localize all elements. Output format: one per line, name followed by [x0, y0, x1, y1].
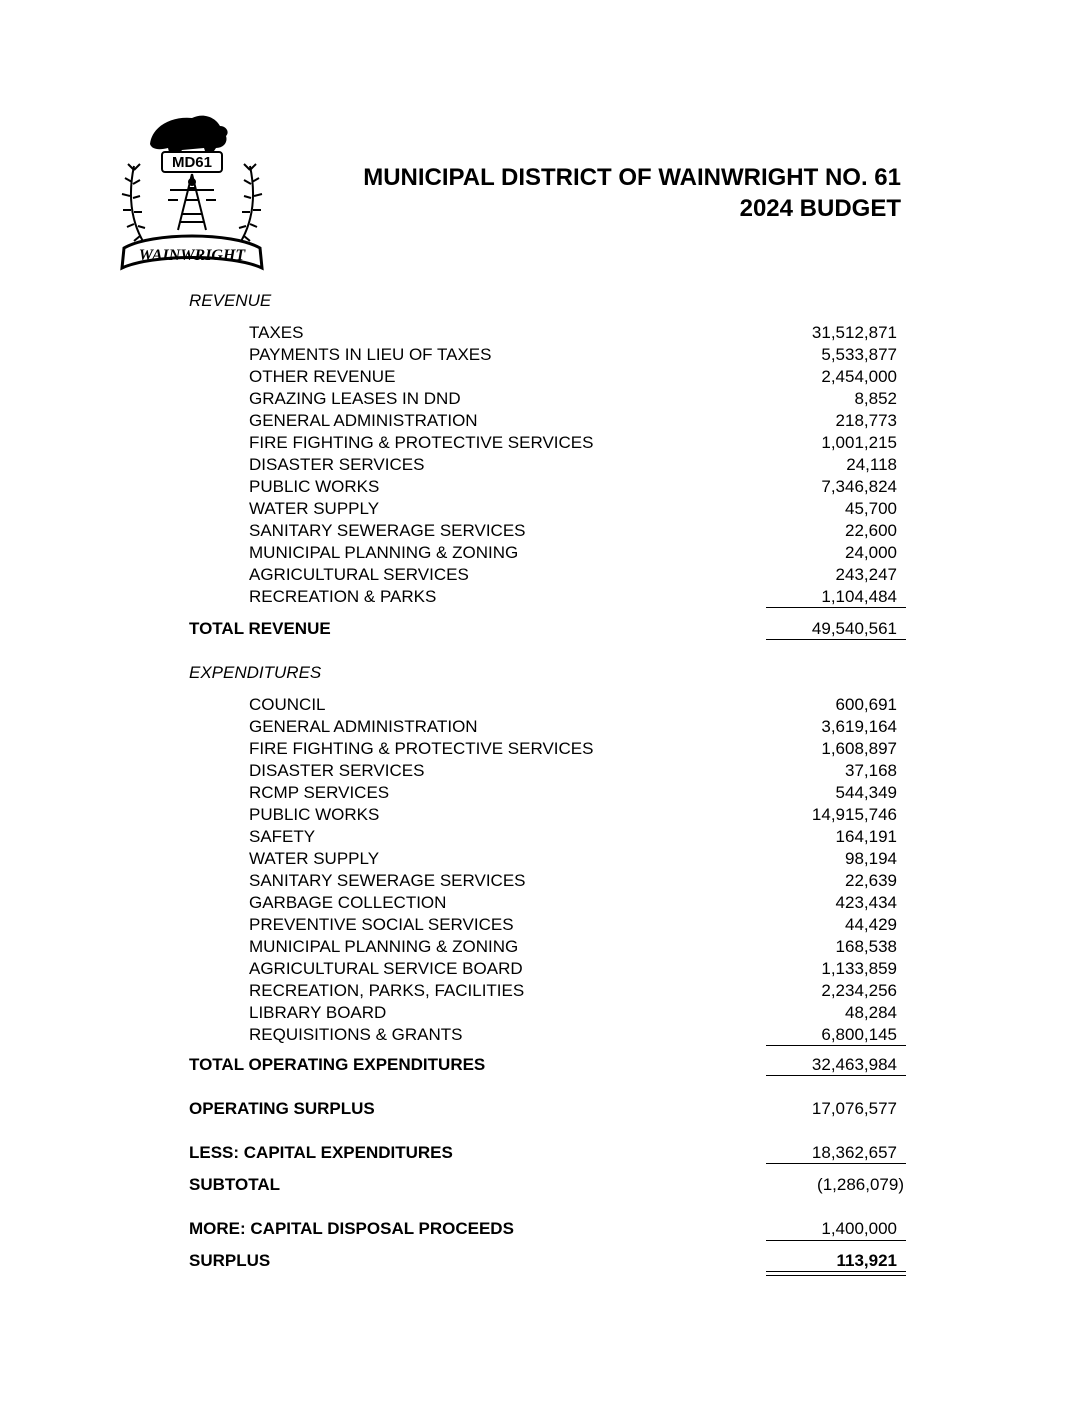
expenditure-item-label: MUNICIPAL PLANNING & ZONING: [249, 937, 519, 956]
revenue-item-label: MUNICIPAL PLANNING & ZONING: [249, 543, 519, 562]
expenditure-item-label: GENERAL ADMINISTRATION: [249, 717, 478, 736]
expenditure-item-amount: 37,168: [845, 761, 897, 780]
revenue-item-amount: 45,700: [845, 499, 897, 518]
svg-text:WAINWRIGHT: WAINWRIGHT: [138, 247, 246, 264]
document-title: MUNICIPAL DISTRICT OF WAINWRIGHT NO. 61: [363, 164, 901, 191]
operating-surplus-label: OPERATING SURPLUS: [189, 1099, 375, 1118]
revenue-item-label: FIRE FIGHTING & PROTECTIVE SERVICES: [249, 433, 594, 452]
revenue-item-label: PUBLIC WORKS: [249, 477, 380, 496]
revenue-item-label: SANITARY SEWERAGE SERVICES: [249, 521, 526, 540]
revenue-item-label: RECREATION & PARKS: [249, 587, 437, 606]
document-subtitle: 2024 BUDGET: [739, 195, 901, 222]
expenditure-item-amount: 48,284: [845, 1003, 897, 1022]
revenue-item-amount: 2,454,000: [821, 367, 897, 386]
expenditure-item-amount: 1,133,859: [821, 959, 897, 978]
subtotal-amount: (1,286,079): [817, 1175, 904, 1194]
total-expenditures-label: TOTAL OPERATING EXPENDITURES: [189, 1055, 486, 1074]
revenue-item-amount: 24,118: [846, 455, 897, 474]
surplus-double-rule-bottom: [766, 1275, 906, 1276]
revenue-item-amount: 5,533,877: [821, 345, 897, 364]
surplus-label: SURPLUS: [189, 1251, 271, 1270]
revenue-item-amount: 24,000: [845, 543, 897, 562]
revenue-item-label: PAYMENTS IN LIEU OF TAXES: [249, 345, 492, 364]
expenditure-item-amount: 44,429: [845, 915, 897, 934]
revenue-item-amount: 1,001,215: [821, 433, 897, 452]
revenue-item-amount: 8,852: [854, 389, 897, 408]
capital-expenditures-rule: [766, 1163, 906, 1164]
expenditure-item-amount: 14,915,746: [811, 805, 897, 824]
oil-derrick-icon: [168, 174, 216, 230]
expenditure-item-amount: 98,194: [845, 849, 897, 868]
expenditure-item-label: AGRICULTURAL SERVICE BOARD: [249, 959, 523, 978]
expenditure-item-amount: 2,234,256: [821, 981, 897, 1000]
surplus-amount: 113,921: [836, 1251, 897, 1270]
expenditure-item-label: RECREATION, PARKS, FACILITIES: [249, 981, 525, 1000]
total-revenue-rule: [766, 639, 906, 640]
total-expenditures-rule: [766, 1075, 906, 1076]
operating-surplus-amount: 17,076,577: [811, 1099, 897, 1118]
expenditure-item-label: COUNCIL: [249, 695, 326, 714]
total-expenditures-amount: 32,463,984: [811, 1055, 897, 1074]
expenditure-item-label: PUBLIC WORKS: [249, 805, 380, 824]
revenue-item-label: AGRICULTURAL SERVICES: [249, 565, 469, 584]
revenue-item-amount: 22,600: [845, 521, 897, 540]
capital-disposal-rule: [766, 1240, 906, 1241]
capital-expenditures-label: LESS: CAPITAL EXPENDITURES: [189, 1143, 453, 1162]
expenditure-item-label: SAFETY: [249, 827, 316, 846]
revenue-item-amount: 243,247: [835, 565, 897, 584]
revenue-item-amount: 1,104,484: [821, 587, 897, 606]
expenditure-item-amount: 600,691: [835, 695, 897, 714]
total-revenue-label: TOTAL REVENUE: [189, 619, 331, 638]
revenue-heading: REVENUE: [189, 291, 272, 310]
subtotal-label: SUBTOTAL: [189, 1175, 280, 1194]
revenue-item-label: DISASTER SERVICES: [249, 455, 425, 474]
md-wainwright-logo: [112, 108, 272, 278]
capital-expenditures-amount: 18,362,657: [811, 1143, 897, 1162]
revenue-subtotal-rule: [766, 607, 906, 608]
expenditure-item-amount: 168,538: [835, 937, 897, 956]
expenditure-item-label: RCMP SERVICES: [249, 783, 390, 802]
expenditure-item-amount: 22,639: [845, 871, 897, 890]
expenditure-item-amount: 6,800,145: [821, 1025, 897, 1044]
expenditures-heading: EXPENDITURES: [189, 663, 322, 682]
expenditure-item-label: REQUISITIONS & GRANTS: [249, 1025, 463, 1044]
revenue-item-label: GRAZING LEASES IN DND: [249, 389, 461, 408]
revenue-item-label: GENERAL ADMINISTRATION: [249, 411, 478, 430]
revenue-item-amount: 7,346,824: [821, 477, 897, 496]
revenue-item-amount: 31,512,871: [811, 323, 897, 342]
revenue-item-label: WATER SUPPLY: [249, 499, 380, 518]
expenditure-item-label: LIBRARY BOARD: [249, 1003, 387, 1022]
expenditure-item-label: GARBAGE COLLECTION: [249, 893, 447, 912]
expenditure-item-amount: 423,434: [835, 893, 897, 912]
expenditure-item-label: FIRE FIGHTING & PROTECTIVE SERVICES: [249, 739, 594, 758]
expenditure-item-amount: 164,191: [835, 827, 897, 846]
expenditures-subtotal-rule: [766, 1045, 906, 1046]
expenditure-item-amount: 544,349: [835, 783, 897, 802]
expenditure-item-label: PREVENTIVE SOCIAL SERVICES: [249, 915, 514, 934]
capital-disposal-amount: 1,400,000: [821, 1219, 897, 1238]
expenditure-item-amount: 1,608,897: [821, 739, 897, 758]
svg-text:MD61: MD61: [171, 154, 213, 171]
expenditure-item-amount: 3,619,164: [821, 717, 897, 736]
bison-icon: [150, 116, 228, 156]
expenditure-item-label: DISASTER SERVICES: [249, 761, 425, 780]
total-revenue-amount: 49,540,561: [811, 619, 897, 638]
revenue-item-amount: 218,773: [835, 411, 897, 430]
capital-disposal-label: MORE: CAPITAL DISPOSAL PROCEEDS: [189, 1219, 514, 1238]
expenditure-item-label: WATER SUPPLY: [249, 849, 380, 868]
surplus-double-rule-top: [766, 1271, 906, 1272]
revenue-item-label: OTHER REVENUE: [249, 367, 396, 386]
expenditure-item-label: SANITARY SEWERAGE SERVICES: [249, 871, 526, 890]
revenue-item-label: TAXES: [249, 323, 304, 342]
